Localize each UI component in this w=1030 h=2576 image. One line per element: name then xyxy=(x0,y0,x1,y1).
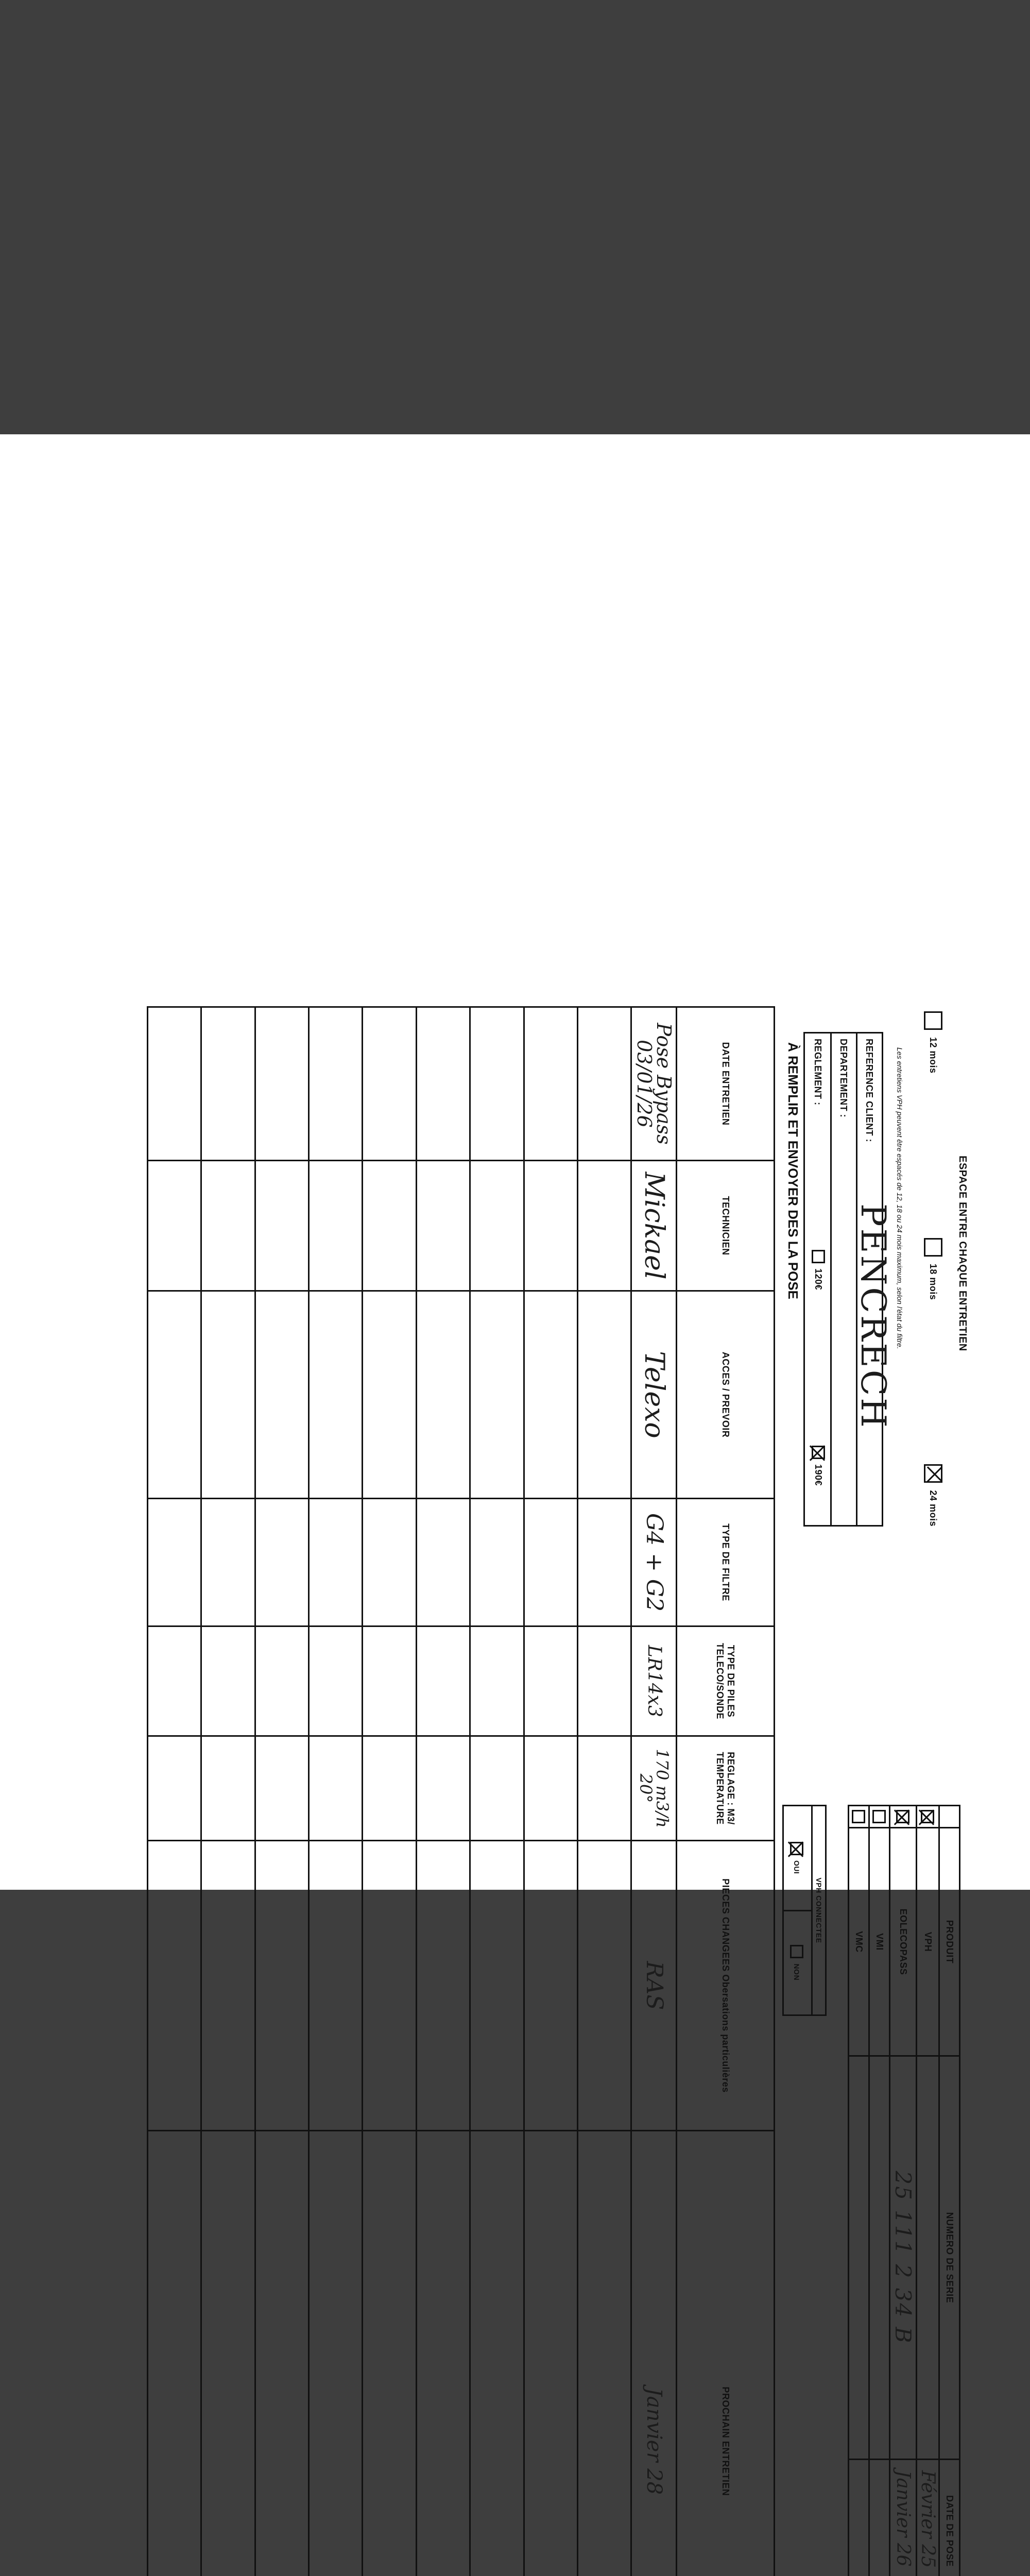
cell-prochain[interactable] xyxy=(524,2131,577,2576)
cell-type-filtre[interactable] xyxy=(416,1499,470,1626)
cell-reglage[interactable] xyxy=(309,1736,363,1841)
header-type-filtre: TYPE DE FILTRE xyxy=(677,1499,775,1626)
entretien-note: Les entretiens VPH peuvent être espacés de 12, 18 ou 24 mois maximum, selon l'état du filtre. xyxy=(896,1047,904,1349)
cell-pieces[interactable]: RAS xyxy=(631,1841,677,2131)
checkbox-12-mois[interactable] xyxy=(924,1011,942,1030)
cell-pieces[interactable] xyxy=(255,1841,308,2131)
header-date-entretien: DATE ENTRETIEN xyxy=(677,1007,775,1161)
cell-prochain[interactable] xyxy=(470,2131,524,2576)
header-technicien: TECHNICIEN xyxy=(677,1161,775,1291)
cell-date-entretien[interactable] xyxy=(363,1007,416,1161)
cell-type-filtre[interactable] xyxy=(255,1499,308,1626)
header-type-piles: TYPE DE PILES TELECO/SONDE xyxy=(677,1626,775,1736)
entretien-options xyxy=(924,1011,942,1527)
option-label: 12 mois xyxy=(928,1037,939,1074)
cell-prochain[interactable] xyxy=(363,2131,416,2576)
cell-acces[interactable] xyxy=(255,1291,308,1499)
cell-reglage[interactable] xyxy=(416,1736,470,1841)
cell-type-filtre[interactable] xyxy=(148,1499,201,1626)
cell-date-entretien[interactable] xyxy=(309,1007,363,1161)
cell-type-piles[interactable] xyxy=(577,1626,631,1736)
cell-date-entretien[interactable] xyxy=(416,1007,470,1161)
cell-type-filtre[interactable] xyxy=(363,1499,416,1626)
cell-type-filtre[interactable] xyxy=(470,1499,524,1626)
cell-prochain[interactable] xyxy=(309,2131,363,2576)
vph-oui[interactable] xyxy=(782,1806,811,1911)
vph-connecte-box xyxy=(782,1805,827,2016)
cell-prochain[interactable] xyxy=(148,2131,201,2576)
log-row xyxy=(363,1007,416,2576)
cell-pieces[interactable] xyxy=(470,1841,524,2131)
cell-reglage[interactable]: 170 m3/h 20° xyxy=(631,1736,677,1841)
checkbox-120[interactable] xyxy=(812,1250,825,1263)
cell-reglage[interactable] xyxy=(524,1736,577,1841)
client-box xyxy=(803,1032,883,1527)
cell-date-entretien[interactable] xyxy=(577,1007,631,1161)
cell-acces[interactable] xyxy=(309,1291,363,1499)
cell-reglage[interactable] xyxy=(577,1736,631,1841)
produit-row xyxy=(917,1806,939,2576)
cell-reglage[interactable] xyxy=(363,1736,416,1841)
cell-date-entretien[interactable] xyxy=(148,1007,201,1161)
cell-reglage[interactable] xyxy=(470,1736,524,1841)
serie-value[interactable]: 25 111 2 34 B xyxy=(890,2056,917,2460)
produit-check-cell xyxy=(917,1806,939,1828)
log-row xyxy=(255,1007,308,2576)
date-pose-value[interactable]: Janvier 26 xyxy=(890,2460,917,2576)
header-reglage: REGLAGE : M3/ TEMPERATURE xyxy=(677,1736,775,1841)
reglement-option-label: 120€ xyxy=(813,1268,824,1290)
header-acces: ACCES / PREVOIR xyxy=(677,1291,775,1499)
checkbox-vph[interactable] xyxy=(921,1810,935,1823)
cell-prochain[interactable]: Janvier 28 xyxy=(631,2131,677,2576)
cell-date-entretien[interactable] xyxy=(524,1007,577,1161)
log-body xyxy=(148,1007,677,2576)
checkbox-eolecopass[interactable] xyxy=(897,1810,910,1823)
checkbox-18-mois[interactable] xyxy=(924,1238,942,1257)
cell-technicien[interactable]: Mickael xyxy=(631,1161,677,1291)
cell-type-piles[interactable] xyxy=(363,1626,416,1736)
cell-prochain[interactable] xyxy=(255,2131,308,2576)
checkbox-vmc[interactable] xyxy=(852,1810,866,1823)
cell-pieces[interactable] xyxy=(363,1841,416,2131)
log-row xyxy=(470,1007,524,2576)
cell-type-piles[interactable] xyxy=(416,1626,470,1736)
cell-technicien[interactable] xyxy=(524,1161,577,1291)
reglement-190[interactable] xyxy=(812,1446,825,1486)
log-row xyxy=(201,1007,255,2576)
serie-value[interactable] xyxy=(917,2056,939,2460)
checkbox-190[interactable] xyxy=(812,1446,825,1459)
banner: À REMPLIR ET ENVOYER DES LA POSE xyxy=(785,1042,801,1299)
produit-table xyxy=(848,1805,960,2576)
cell-technicien[interactable] xyxy=(470,1161,524,1291)
cell-type-piles[interactable] xyxy=(309,1626,363,1736)
cell-technicien[interactable] xyxy=(416,1161,470,1291)
cell-type-piles[interactable] xyxy=(148,1626,201,1736)
entretien-title: ESPACE ENTRE CHAQUE ENTRETIEN xyxy=(956,1156,968,1351)
cell-acces[interactable] xyxy=(148,1291,201,1499)
checkbox-24-mois[interactable] xyxy=(924,1464,942,1483)
option-12-mois[interactable] xyxy=(924,1011,942,1074)
cell-date-entretien[interactable] xyxy=(255,1007,308,1161)
maintenance-log-table xyxy=(147,1006,775,2576)
log-row xyxy=(577,1007,631,2576)
cell-date-entretien[interactable]: Pose Bypass 03/01/26 xyxy=(631,1007,677,1161)
date-pose-value[interactable] xyxy=(869,2460,890,2576)
cell-acces[interactable]: Telexo xyxy=(631,1291,677,1499)
produit-row xyxy=(869,1806,890,2576)
produit-header: PRODUIT xyxy=(939,1828,960,2056)
option-label: 24 mois xyxy=(928,1490,939,1527)
serie-header: NUMERO DE SERIE xyxy=(939,2056,960,2460)
option-label: 18 mois xyxy=(928,1264,939,1300)
header-pieces: PIECES CHANGEES Obersations particulières xyxy=(677,1841,775,2131)
produit-row xyxy=(890,1806,917,2576)
cell-type-filtre[interactable]: G4 + G2 xyxy=(631,1499,677,1626)
cell-type-piles[interactable] xyxy=(201,1626,255,1736)
cell-acces[interactable] xyxy=(201,1291,255,1499)
reglement-label: REGLEMENT : xyxy=(812,1039,823,1106)
cell-acces[interactable] xyxy=(470,1291,524,1499)
vph-connecte-options xyxy=(782,1806,811,2014)
cell-pieces[interactable] xyxy=(524,1841,577,2131)
cell-technicien[interactable] xyxy=(255,1161,308,1291)
cell-pieces[interactable] xyxy=(201,1841,255,2131)
serie-value[interactable] xyxy=(849,2056,869,2460)
cell-type-filtre[interactable] xyxy=(577,1499,631,1626)
produit-name: EOLECOPASS xyxy=(890,1828,917,2056)
produit-header-spacer xyxy=(939,1806,960,1828)
cell-acces[interactable] xyxy=(416,1291,470,1499)
cell-acces[interactable] xyxy=(363,1291,416,1499)
checkbox-non[interactable] xyxy=(790,1945,803,1958)
serie-value[interactable] xyxy=(869,2056,890,2460)
cell-reglage[interactable] xyxy=(255,1736,308,1841)
log-row xyxy=(631,1007,677,2576)
cell-type-filtre[interactable] xyxy=(309,1499,363,1626)
cell-type-filtre[interactable] xyxy=(524,1499,577,1626)
reglement-120[interactable] xyxy=(812,1250,825,1290)
header-prochain: PROCHAIN ENTRETIEN xyxy=(677,2131,775,2576)
log-row xyxy=(416,1007,470,2576)
departement-label: DEPARTEMENT : xyxy=(838,1039,849,1117)
date-pose-value[interactable] xyxy=(849,2460,869,2576)
produit-name: VMI xyxy=(869,1828,890,2056)
log-row xyxy=(524,1007,577,2576)
cell-type-piles[interactable]: LR14x3 xyxy=(631,1626,677,1736)
produit-check-cell xyxy=(890,1806,917,1828)
non-label: NON xyxy=(793,1963,801,1980)
cell-prochain[interactable] xyxy=(201,2131,255,2576)
cell-technicien[interactable] xyxy=(201,1161,255,1291)
reference-row xyxy=(856,1033,882,1525)
cell-type-filtre[interactable] xyxy=(201,1499,255,1626)
produit-name: VMC xyxy=(849,1828,869,2056)
cell-technicien[interactable] xyxy=(148,1161,201,1291)
cell-pieces[interactable] xyxy=(577,1841,631,2131)
reference-value[interactable]: PENCRECH xyxy=(853,1204,893,1430)
option-18-mois[interactable] xyxy=(924,1238,942,1300)
maintenance-form xyxy=(93,1001,968,2576)
cell-type-piles[interactable] xyxy=(255,1626,308,1736)
cell-acces[interactable] xyxy=(577,1291,631,1499)
date-pose-value[interactable]: Février 25 xyxy=(917,2460,939,2576)
oui-label: OUI xyxy=(793,1860,801,1874)
produit-check-cell xyxy=(849,1806,869,1828)
cell-prochain[interactable] xyxy=(577,2131,631,2576)
cell-reglage[interactable] xyxy=(148,1736,201,1841)
cell-pieces[interactable] xyxy=(148,1841,201,2131)
cell-technicien[interactable] xyxy=(577,1161,631,1291)
cell-reglage[interactable] xyxy=(201,1736,255,1841)
produit-row xyxy=(849,1806,869,2576)
cell-date-entretien[interactable] xyxy=(201,1007,255,1161)
cell-date-entretien[interactable] xyxy=(470,1007,524,1161)
cell-type-piles[interactable] xyxy=(524,1626,577,1736)
date-pose-header: DATE DE POSE xyxy=(939,2460,960,2576)
reglement-option-label: 190€ xyxy=(813,1464,824,1486)
departement-row xyxy=(830,1033,856,1525)
reglement-row xyxy=(803,1033,830,1525)
option-24-mois[interactable] xyxy=(924,1464,942,1527)
log-row xyxy=(309,1007,363,2576)
reference-label: REFERENCE CLIENT : xyxy=(864,1039,874,1142)
cell-pieces[interactable] xyxy=(309,1841,363,2131)
log-row xyxy=(148,1007,201,2576)
vph-non[interactable] xyxy=(782,1911,811,2015)
cell-technicien[interactable] xyxy=(309,1161,363,1291)
cell-pieces[interactable] xyxy=(416,1841,470,2131)
scanned-page xyxy=(0,434,1030,1890)
vph-connecte-title: VPH CONNECTEE xyxy=(811,1806,825,2014)
cell-prochain[interactable] xyxy=(416,2131,470,2576)
cell-type-piles[interactable] xyxy=(470,1626,524,1736)
cell-acces[interactable] xyxy=(524,1291,577,1499)
checkbox-vmi[interactable] xyxy=(873,1810,886,1823)
produit-name: VPH xyxy=(917,1828,939,2056)
produit-check-cell xyxy=(869,1806,890,1828)
cell-technicien[interactable] xyxy=(363,1161,416,1291)
checkbox-oui[interactable] xyxy=(790,1842,803,1855)
